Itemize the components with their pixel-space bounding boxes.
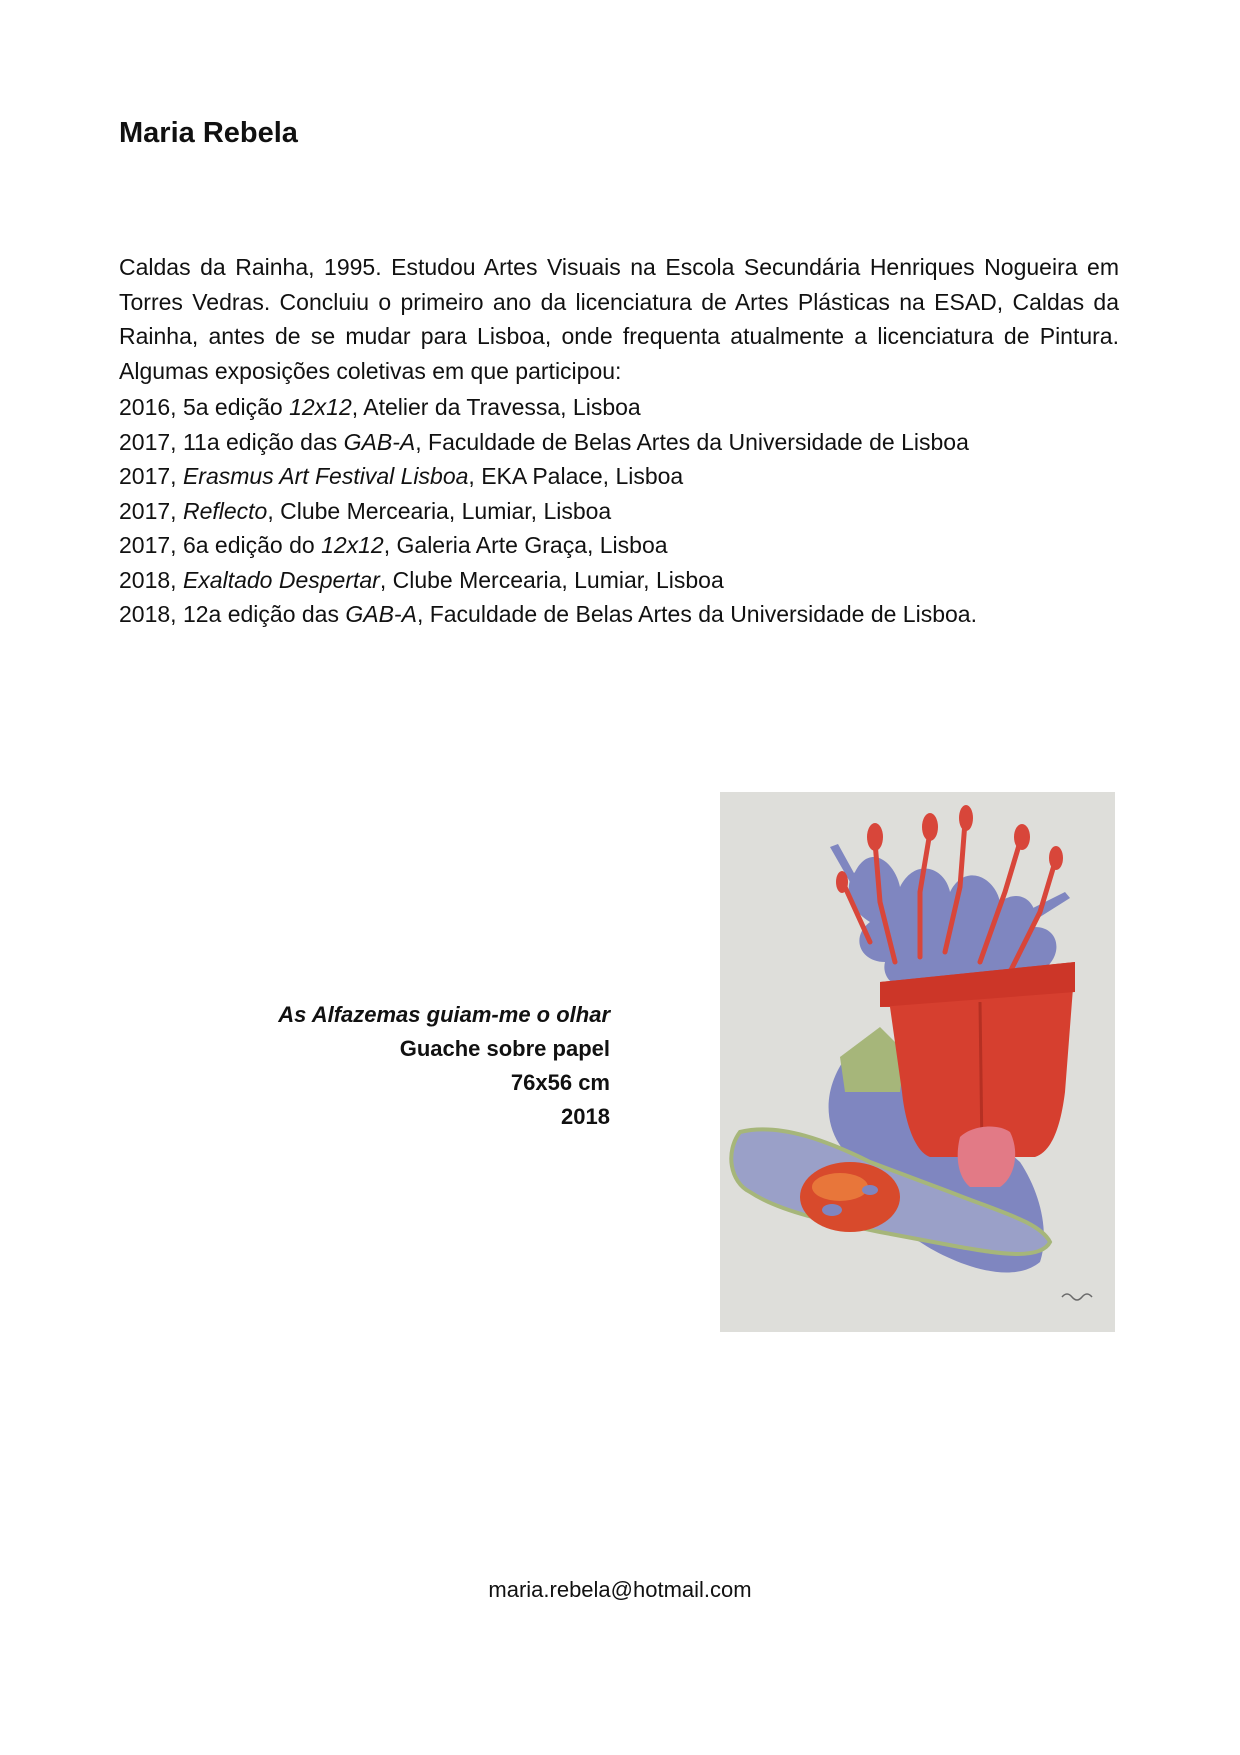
artwork-title: As Alfazemas guiam-me o olhar: [278, 1002, 610, 1027]
artwork-medium: Guache sobre papel: [399, 1036, 610, 1061]
artwork-year: 2018: [561, 1104, 610, 1129]
exhibition-item: 2017, 11a edição das GAB-A, Faculdade de Belas Artes da Universidade de Lisboa: [119, 428, 969, 455]
exhibition-item: 2016, 5a edição 12x12, Atelier da Travessa, Lisboa: [119, 394, 641, 420]
exhibition-item: 2018, Exaltado Despertar, Clube Mercearia, Lumiar, Lisboa: [119, 566, 724, 593]
artwork-dimensions: 76x56 cm: [510, 1070, 610, 1095]
artwork-image: [720, 792, 1115, 1332]
exhibition-list: [119, 390, 1119, 632]
artist-bio: Caldas da Rainha, 1995. Estudou Artes Visuais na Escola Secundária Henriques Nogueira em Torres Vedras. Concluiu o primeiro ano da licenciatura de Artes Plásticas na ESAD, Caldas da Rainha, antes de se mudar para Lisboa, onde frequenta atualmente a licenciatura de Pintura. Algumas exposições coletivas em que participou:: [119, 254, 1119, 384]
artwork-caption: [278, 998, 610, 1134]
exhibition-item: 2017, 6a edição do 12x12, Galeria Arte Graça, Lisboa: [119, 532, 668, 558]
artwork-painting: [720, 792, 1115, 1332]
exhibition-item: 2017, Erasmus Art Festival Lisboa, EKA Palace, Lisboa: [119, 463, 684, 489]
contact-email: maria.rebela@hotmail.com: [488, 1577, 752, 1602]
artist-name: Maria Rebela: [119, 117, 298, 149]
exhibition-item: 2017, Reflecto, Clube Mercearia, Lumiar, Lisboa: [119, 497, 612, 524]
exhibition-item: 2018, 12a edição das GAB-A, Faculdade de Belas Artes da Universidade de Lisboa.: [119, 601, 977, 627]
